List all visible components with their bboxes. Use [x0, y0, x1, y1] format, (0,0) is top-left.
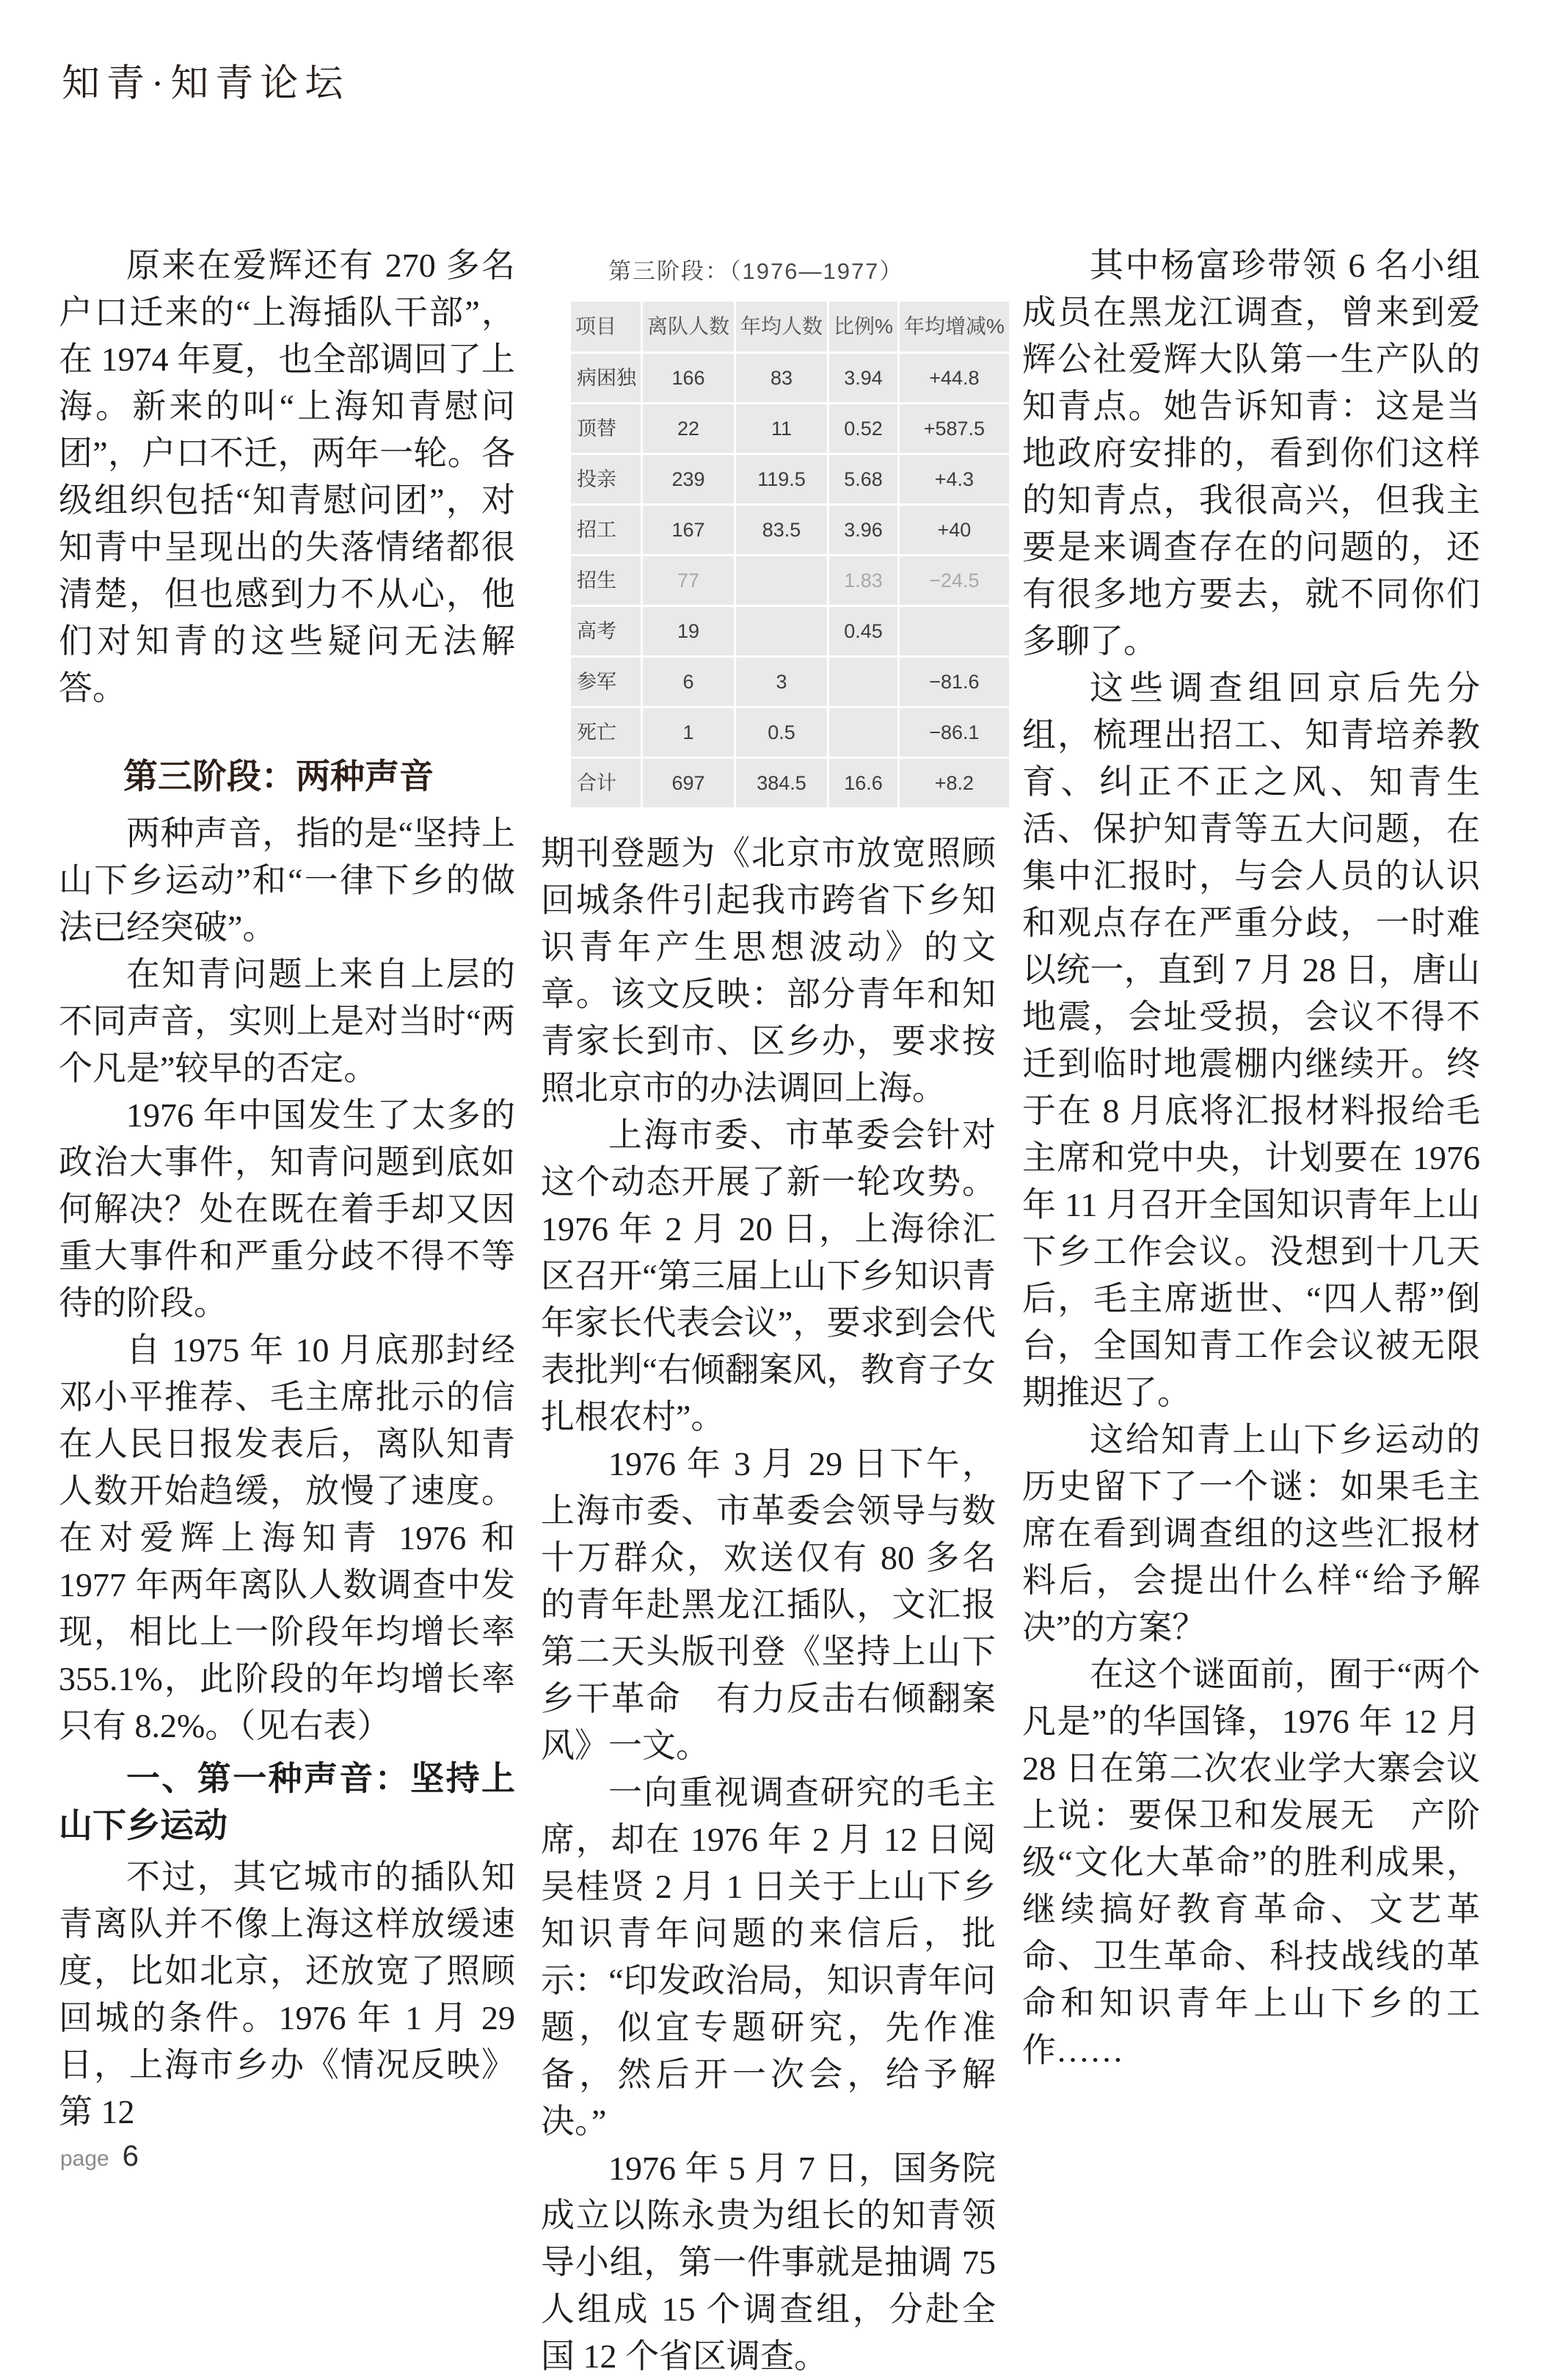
page-label: page: [60, 2147, 109, 2171]
paragraph: 1976 年 5 月 7 日，国务院成立以陈永贵为组长的知青领导小组，第一件事就是抽调 75 人组成 15 个调查组，分赴全国 12 个省区调查。: [541, 2150, 996, 2375]
table-body: [571, 354, 1009, 807]
table-title: 第三阶段：（1976—1977）: [608, 258, 904, 284]
table-cell: 119.5: [736, 455, 827, 503]
table-cell: [900, 607, 1009, 655]
table-cell: −81.6: [900, 658, 1009, 706]
table-cell: +4.3: [900, 455, 1009, 503]
table-cell: 11: [736, 404, 827, 453]
table-row: [571, 658, 1009, 706]
table-cell: 22: [643, 404, 734, 453]
table-row: [571, 506, 1009, 554]
page-number: 6: [122, 2140, 139, 2172]
table-row: [571, 759, 1009, 807]
table-cell: 1: [643, 708, 734, 757]
table-cell: 5.68: [829, 455, 897, 503]
table-header: [571, 302, 1009, 352]
table-cell: 合计: [571, 759, 641, 807]
section-heading: 第三阶段：两种声音: [123, 757, 434, 796]
table-cell: 参军: [571, 658, 641, 706]
table-cell: −24.5: [900, 556, 1009, 605]
table-cell: 6: [643, 658, 734, 706]
table-cell: 1.83: [829, 556, 897, 605]
column-middle: [541, 242, 1005, 2380]
table-cell: 3: [736, 658, 827, 706]
paragraph: 这给知青上山下乡运动的历史留下了一个谜：如果毛主席在看到调查组的这些汇报材料后，会提出什么样“给予解决”的方案？: [1022, 1421, 1480, 1646]
column-middle-text: [541, 830, 996, 2380]
table-header-cell: 离队人数: [643, 302, 734, 352]
paragraph: 这些调查组回京后先分组，梳理出招工、知青培养教育、纠正不正之风、知青生活、保护知青等五大问题，在集中汇报时，与会人员的认识和观点存在严重分歧，一时难以统一，直到 7 月 28 日，唐山地震，会址受损，会议不得不迁到临时地震棚内继续开。终于在 8 月底将汇报材料报给毛主席和党中央，计划要在 1976 年 11 月召开全国知识青年上山下乡工作会议。没想到十几天后，毛主席逝世、“四人帮”倒台，全国知青工作会议被无限期推迟了。: [1022, 669, 1480, 1411]
table-row: [571, 455, 1009, 503]
paragraph: 期刊登题为《北京市放宽照顾回城条件引起我市跨省下乡知识青年产生思想波动》的文章。该文反映：部分青年和知青家长到市、区乡办，要求按照北京市的办法调回上海。: [541, 834, 996, 1107]
table-cell: 239: [643, 455, 734, 503]
table-cell: 83: [736, 354, 827, 402]
table-cell: 19: [643, 607, 734, 655]
table-header-row: [571, 302, 1009, 352]
table-cell: [829, 708, 897, 757]
table-row: [571, 404, 1009, 453]
table-cell: 投亲: [571, 455, 641, 503]
table-header-cell: 项目: [571, 302, 641, 352]
table-cell: 病困独: [571, 354, 641, 402]
table-row: [571, 708, 1009, 757]
table-header-cell: 比例%: [829, 302, 897, 352]
table-cell: 0.45: [829, 607, 897, 655]
table-header-cell: 年均增减%: [900, 302, 1009, 352]
table-cell: +8.2: [900, 759, 1009, 807]
table-cell: 招工: [571, 506, 641, 554]
paragraph: 其中杨富珍带领 6 名小组成员在黑龙江调查，曾来到爱辉公社爱辉大队第一生产队的知青点。她告诉知青：这是当地政府安排的，看到你们这样的知青点，我很高兴，但我主要是来调查存在的问题的，还有很多地方要去，就不同你们多聊了。: [1022, 247, 1480, 660]
table-row: [571, 607, 1009, 655]
section-title: 知青·知青论坛: [62, 63, 350, 105]
paragraph: 上海市委、市革委会针对这个动态开展了新一轮攻势。1976 年 2 月 20 日，上海徐汇区召开“第三届上山下乡知识青年家长代表会议”，要求到会代表批判“右倾翻案风，教育子女扎根农村”。: [541, 1116, 996, 1435]
paragraph: 1976 年 3 月 29 日下午，上海市委、市革委会领导与数十万群众，欢送仅有 80 多名的青年赴黑龙江插队，文汇报第二天头版刊登《坚持上山下乡干革命 有力反击右倾翻案风》一文。: [541, 1445, 996, 1764]
table-cell: +44.8: [900, 354, 1009, 402]
table-cell: [829, 658, 897, 706]
table-cell: 16.6: [829, 759, 897, 807]
table-cell: 697: [643, 759, 734, 807]
column-right: [1022, 242, 1480, 2074]
table-row: [571, 556, 1009, 605]
statistics-table: [569, 257, 1005, 809]
column-left: [59, 242, 515, 2136]
table-cell: 167: [643, 506, 734, 554]
section-heading: 一、第一种声音：坚持上山下乡运动: [59, 1760, 515, 1844]
paragraph: 两种声音，指的是“坚持上山下乡运动”和“一律下乡的做法已经突破”。: [59, 815, 515, 946]
paragraph: 在这个谜面前，囿于“两个凡是”的华国锋，1976 年 12 月 28 日在第二次农业学大寨会议上说：要保卫和发展无 产阶级“文化大革命”的胜利成果，继续搞好教育革命、文艺革命、卫生革命、科技战线的革命和知识青年上山下乡的工作……: [1022, 1656, 1480, 2069]
table-cell: 77: [643, 556, 734, 605]
table-cell: [736, 607, 827, 655]
table-cell: 0.5: [736, 708, 827, 757]
phase3-table: [569, 299, 1011, 809]
paragraph: 自 1975 年 10 月底那封经邓小平推荐、毛主席批示的信在人民日报发表后，离队知青人数开始趋缓，放慢了速度。在对爱辉上海知青 1976 和 1977 年两年离队人数调查中发现，相比上一阶段年均增长率 355.1%，此阶段的年均增长率只有 8.2%。（见右表）: [59, 1331, 515, 1744]
paragraph: 原来在爱辉还有 270 多名户口迁来的“上海插队干部”，在 1974 年夏，也全部调回了上海。新来的叫“上海知青慰问团”，户口不迁，两年一轮。各级组织包括“知青慰问团”，对知青中呈现出的失落情绪都很清楚，但也感到力不从心，他们对知青的这些疑问无法解答。: [59, 247, 515, 707]
table-cell: 3.96: [829, 506, 897, 554]
table-cell: 3.94: [829, 354, 897, 402]
table-cell: 166: [643, 354, 734, 402]
table-header-cell: 年均人数: [736, 302, 827, 352]
table-cell: 高考: [571, 607, 641, 655]
table-cell: [736, 556, 827, 605]
table-cell: 0.52: [829, 404, 897, 453]
table-cell: 顶替: [571, 404, 641, 453]
table-row: [571, 354, 1009, 402]
paragraph: 1976 年中国发生了太多的政治大事件，知青问题到底如何解决？处在既在着手却又因重大事件和严重分歧不得不等待的阶段。: [59, 1096, 515, 1322]
table-cell: +587.5: [900, 404, 1009, 453]
table-cell: 83.5: [736, 506, 827, 554]
paragraph: 不过，其它城市的插队知青离队并不像上海这样放缓速度，比如北京，还放宽了照顾回城的条件。1976 年 1 月 29 日，上海市乡办《情况反映》第 12: [59, 1858, 515, 2130]
page-footer: [60, 2140, 139, 2173]
table-cell: 招生: [571, 556, 641, 605]
table-cell: 384.5: [736, 759, 827, 807]
table-cell: −86.1: [900, 708, 1009, 757]
table-cell: 死亡: [571, 708, 641, 757]
table-cell: +40: [900, 506, 1009, 554]
paragraph: 一向重视调查研究的毛主席，却在 1976 年 2 月 12 日阅吴桂贤 2 月 1 日关于上山下乡知识青年问题的来信后，批示：“印发政治局，知识青年问题，似宜专题研究，先作准备，然后开一次会，给予解决。”: [541, 1774, 996, 2140]
paragraph: 在知青问题上来自上层的不同声音，实则上是对当时“两个凡是”较早的否定。: [59, 956, 515, 1087]
